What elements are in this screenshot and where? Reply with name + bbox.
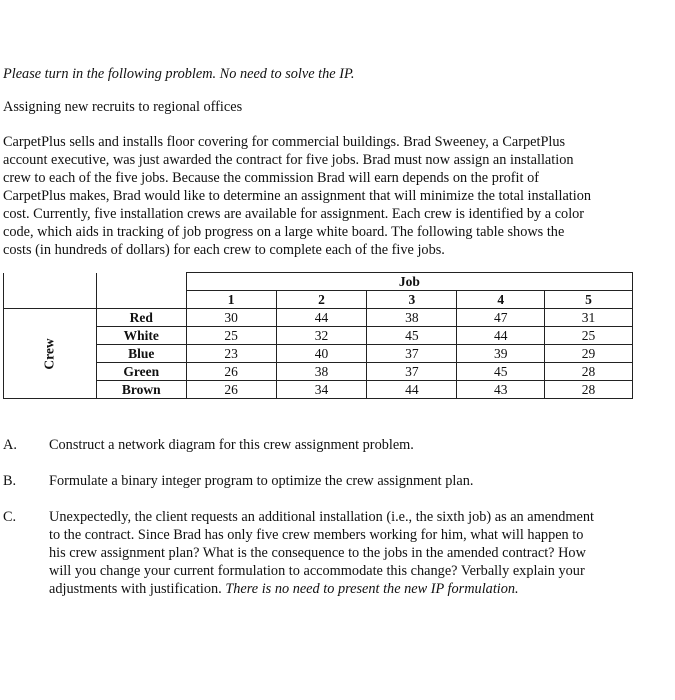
table-row <box>4 381 633 399</box>
table-row <box>4 309 633 327</box>
crew-label-cell <box>4 309 97 399</box>
paragraph-line: crew to each of the five jobs. Because the commission Brad will earn depends on the profit of <box>3 170 539 186</box>
paragraph-line: CarpetPlus sells and installs floor covering for commercial buildings. Brad Sweeney, a CarpetPlus <box>3 134 566 150</box>
paragraph-line: cost. Currently, five installation crews are available for assignment. Each crew is identified by a color <box>3 206 585 222</box>
cost-cell: 44 <box>367 381 457 399</box>
crew-name: Brown <box>96 381 186 399</box>
cost-cell: 45 <box>367 327 457 345</box>
cost-cell: 23 <box>186 345 276 363</box>
cost-cell: 25 <box>545 327 633 345</box>
table-row <box>4 327 633 345</box>
paragraph-line: CarpetPlus makes, Brad would like to determine an assignment that will minimize the total installation <box>3 188 592 204</box>
cost-cell: 26 <box>186 363 276 381</box>
table-row <box>4 363 633 381</box>
crew-name: Red <box>96 309 186 327</box>
cost-cell: 25 <box>186 327 276 345</box>
cost-cell: 44 <box>457 327 545 345</box>
problem-paragraph <box>3 133 663 259</box>
cost-cell: 43 <box>457 381 545 399</box>
crew-label: Crew <box>41 337 57 370</box>
crew-name: Green <box>96 363 186 381</box>
cost-cell: 45 <box>457 363 545 381</box>
job-number: 5 <box>545 291 633 309</box>
cost-cell: 40 <box>276 345 367 363</box>
job-number: 1 <box>186 291 276 309</box>
paragraph-line: code, which aids in tracking of job progress on a large white board. The following table shows the <box>3 224 565 240</box>
question-letter: B. <box>3 473 17 489</box>
question-text: to the contract. Since Brad has only five crew members working for him, what will happen to <box>49 527 584 543</box>
question-text: Construct a network diagram for this crew assignment problem. <box>49 437 414 453</box>
cost-cell: 26 <box>186 381 276 399</box>
question-text: Formulate a binary integer program to optimize the crew assignment plan. <box>49 473 474 489</box>
question-letter: A. <box>3 437 17 453</box>
table-row <box>4 345 633 363</box>
cost-cell: 47 <box>457 309 545 327</box>
job-number: 3 <box>367 291 457 309</box>
cost-cell: 44 <box>276 309 367 327</box>
cost-cell: 38 <box>367 309 457 327</box>
problem-subtitle: Assigning new recruits to regional offices <box>3 99 243 115</box>
question-text-last <box>49 580 649 598</box>
cost-cell: 39 <box>457 345 545 363</box>
job-header: Job <box>186 273 632 291</box>
cost-cell: 30 <box>186 309 276 327</box>
cost-cell: 38 <box>276 363 367 381</box>
cost-cell: 28 <box>545 363 633 381</box>
cost-cell: 34 <box>276 381 367 399</box>
paragraph-line: account executive, was just awarded the contract for five jobs. Brad must now assign an installation <box>3 152 574 168</box>
question-text: will you change your current formulation to accommodate this change? Verbally explain your <box>49 563 585 579</box>
crew-name: White <box>96 327 186 345</box>
crew-cost-table <box>3 272 633 399</box>
job-number: 4 <box>457 291 545 309</box>
paragraph-line: costs (in hundreds of dollars) for each crew to complete each of the five jobs. <box>3 242 445 258</box>
cost-cell: 31 <box>545 309 633 327</box>
cost-cell: 32 <box>276 327 367 345</box>
cost-cell: 37 <box>367 345 457 363</box>
instruction-text: Please turn in the following problem. No need to solve the IP. <box>3 66 355 82</box>
cost-cell: 29 <box>545 345 633 363</box>
question-text-plain: adjustments with justification. <box>49 581 226 597</box>
question-text-italic: There is no need to present the new IP formulation. <box>225 581 519 597</box>
crew-name: Blue <box>96 345 186 363</box>
question-text: Unexpectedly, the client requests an additional installation (i.e., the sixth job) as an amendment <box>49 509 594 525</box>
cost-cell: 28 <box>545 381 633 399</box>
question-letter: C. <box>3 509 17 525</box>
question-text: his crew assignment plan? What is the consequence to the jobs in the amended contract? How <box>49 545 586 561</box>
cost-cell: 37 <box>367 363 457 381</box>
job-number: 2 <box>276 291 367 309</box>
